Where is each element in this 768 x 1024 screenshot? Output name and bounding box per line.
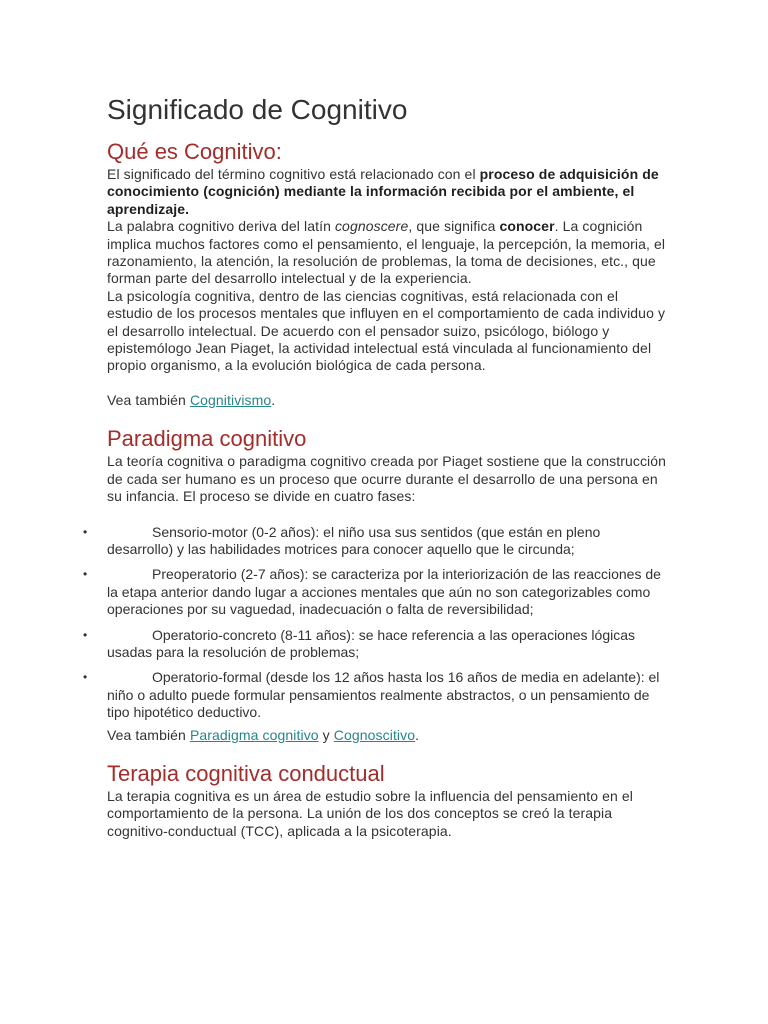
etymology-text-mid: , que significa [408, 218, 500, 235]
list-item [83, 566, 667, 618]
cognitivismo-link[interactable]: Cognitivismo [189, 391, 272, 408]
article [83, 92, 667, 840]
phase-text: Preoperatorio (2-7 años): se caracteriza por la interiorización de las reacciones de la etapa anterior dando lugar a acciones mentales que aún no son categorizables como operaciones por su vaguedad, inadecuación o falta de reversibilidad; [107, 566, 661, 618]
psychology-paragraph: La psicología cognitiva, dentro de las ciencias cognitivas, está relacionada con el estudio de los procesos mentales que influyen en el comportamiento de cada individuo y el desarrollo intelectual. De acuerdo con el pensador suizo, psicólogo, biólogo y epistemólogo Jean Piaget, la actividad intelectual está vinculada al funcionamiento del propio organismo, a la evolución biológica de cada persona. [107, 287, 666, 374]
cognoscitivo-link[interactable]: Cognoscitivo [333, 726, 416, 743]
section-heading-terapia: Terapia cognitiva conductual [107, 760, 385, 786]
etymology-paragraph [107, 218, 667, 288]
phases-list [83, 523, 667, 722]
definition-paragraph [107, 166, 667, 218]
phase-text: Operatorio-formal (desde los 12 años hasta los 16 años de media en adelante): el niño o adulto puede formular pensamientos realmente abstractos, o un pensamiento de tipo hipotético deductivo. [107, 669, 660, 721]
etymology-text-post: . La cognición implica muchos factores como el pensamiento, el lenguaje, la percepción, la memoria, el razonamiento, la atención, la resolución de problemas, la toma de decisiones, etc., que forman parte del desarrollo intelectual y de la experiencia. [107, 218, 666, 287]
etymology-text-pre: La palabra cognitivo deriva del latín [107, 218, 335, 235]
section-heading-que-es: Qué es Cognitivo: [107, 139, 282, 164]
phase-text: Operatorio-concreto (8-11 años): se hace referencia a las operaciones lógicas usadas para la resolución de problemas; [107, 626, 635, 660]
page-title: Significado de Cognitivo [107, 94, 408, 125]
bullet-icon: • [83, 567, 88, 582]
list-item [83, 669, 667, 721]
bullet-icon: • [83, 524, 88, 539]
paradigm-intro-paragraph: La teoría cognitiva o paradigma cognitivo creada por Piaget sostiene que la construcción de cada ser humano es un proceso que ocurre durante el desarrollo de una persona en su infancia. El proceso se divide en cuatro fases: [107, 453, 667, 505]
section-heading-paradigma: Paradigma cognitivo [107, 426, 307, 452]
meaning-bold-word: conocer [499, 218, 555, 235]
see-also-line-1: Vea también Cognitivismo. [107, 391, 276, 408]
phase-text: Sensorio-motor (0-2 años): el niño usa sus sentidos (que están en pleno desarrollo) y las habilidades motrices para conocer aquello que le circunda; [107, 523, 601, 557]
definition-text: El significado del término cognitivo está relacionado con el [107, 166, 480, 182]
list-item [83, 523, 667, 559]
see-also-line-2: Vea también Paradigma cognitivo y Cognoscitivo. [107, 726, 420, 743]
list-item [83, 626, 667, 662]
latin-word: cognoscere [334, 218, 409, 235]
bullet-icon: • [83, 627, 88, 642]
see-also-text: Vea también [107, 726, 190, 743]
therapy-paragraph: La terapia cognitiva es un área de estudio sobre la influencia del pensamiento en el comportamiento de la persona. La unión de los dos conceptos se creó la terapia cognitivo-conductual (TCC), aplicada a la psicoterapia. [107, 787, 633, 839]
definition-bold-text: proceso de adquisición de conocimiento (cognición) mediante la información recibida por el ambiente, el aprendizaje. [107, 166, 659, 217]
bullet-icon: • [83, 670, 88, 685]
paradigma-cognitivo-link[interactable]: Paradigma cognitivo [189, 726, 319, 743]
see-also-text: Vea también [107, 391, 190, 408]
